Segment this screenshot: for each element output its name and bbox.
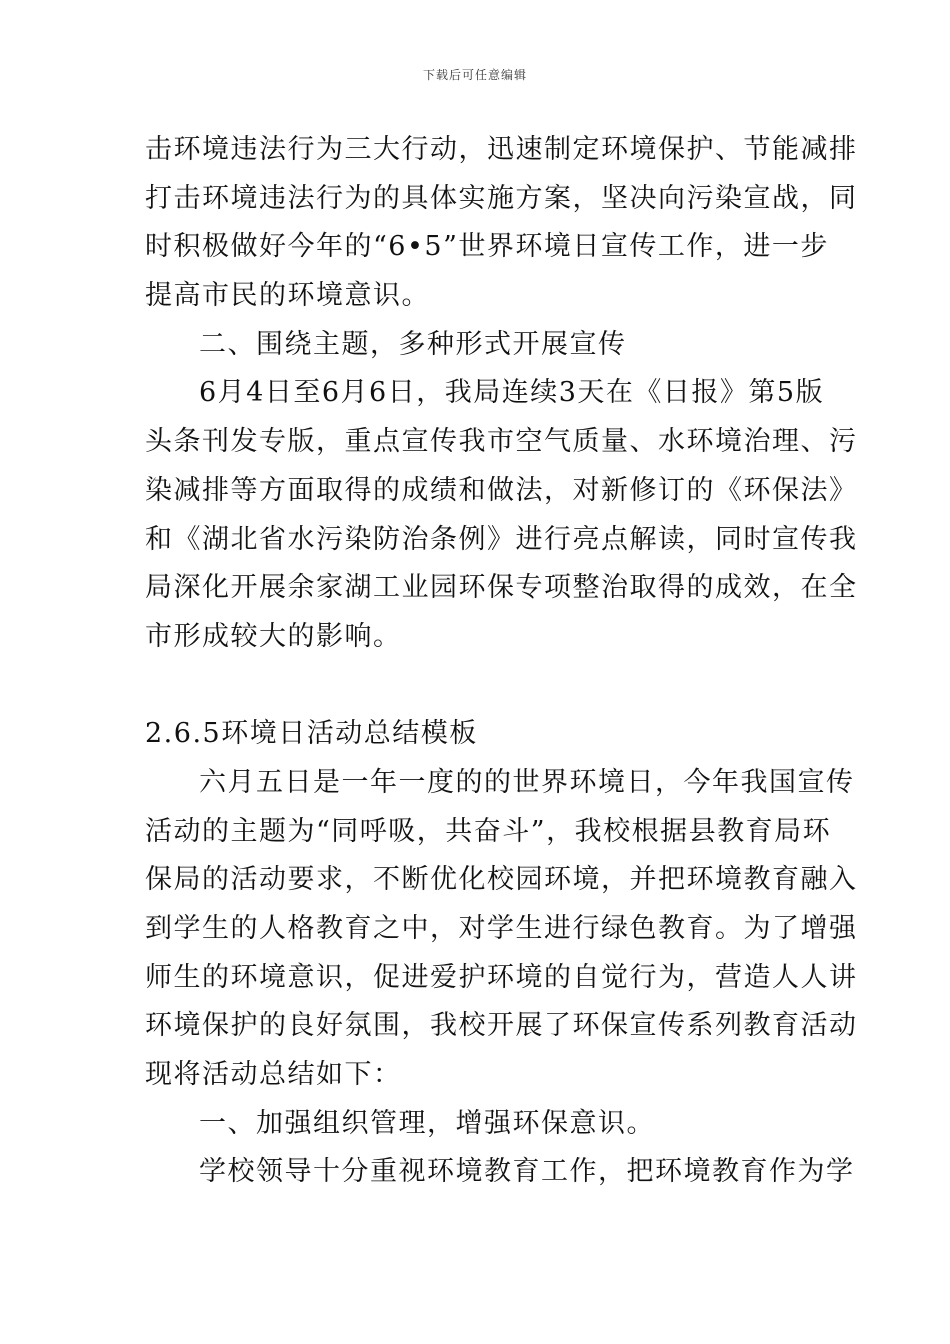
- blank-line: [145, 662, 811, 711]
- text-line: 头条刊发专版，重点宣传我市空气质量、水环境治理、污: [145, 426, 858, 458]
- text-line: 2.6.5环境日活动总结模板: [145, 718, 478, 750]
- text-line: 活动的主题为“同呼吸，共奋斗”，我校根据县教育局环: [145, 815, 832, 847]
- text-line: 一、加强组织管理，增强环保意识。: [199, 1107, 655, 1139]
- text-line: 和《湖北省水污染防治条例》进行亮点解读，同时宣传我: [145, 523, 858, 555]
- text-line: 市形成较大的影响。: [145, 620, 402, 652]
- text-line: 提高市民的环境意识。: [145, 280, 430, 312]
- text-line: 打击环境违法行为的具体实施方案，坚决向污染宣战，同: [145, 182, 858, 214]
- text-line: 六月五日是一年一度的的世界环境日，今年我国宣传: [199, 766, 855, 798]
- text-line: 染减排等方面取得的成绩和做法，对新修订的《环保法》: [145, 474, 858, 506]
- text-line: 时积极做好今年的“6•5”世界环境日宣传工作，进一步: [145, 231, 829, 263]
- text-line: 击环境违法行为三大行动，迅速制定环境保护、节能减排: [145, 134, 858, 165]
- text-line: 学校领导十分重视环境教育工作，把环境教育作为学: [199, 1156, 855, 1188]
- text-line: 保局的活动要求，不断优化校园环境，并把环境教育融入: [145, 864, 858, 896]
- text-line: 6月4日至6月6日，我局连续3天在《日报》第5版: [199, 377, 825, 409]
- text-line: 局深化开展余家湖工业园环保专项整治取得的成效，在全: [145, 572, 858, 604]
- text-line: 现将活动总结如下：: [145, 1059, 402, 1091]
- text-line: 二、围绕主题，多种形式开展宣传: [199, 328, 627, 360]
- page-header: 下载后可任意编辑: [422, 68, 527, 82]
- text-line: 到学生的人格教育之中，对学生进行绿色教育。为了增强: [145, 913, 858, 944]
- text-line: 环境保护的良好氛围，我校开展了环保宣传系列教育活动: [145, 1010, 858, 1042]
- text-line: 师生的环境意识，促进爱护环境的自觉行为，营造人人讲: [145, 961, 858, 993]
- document-body: [145, 126, 858, 1197]
